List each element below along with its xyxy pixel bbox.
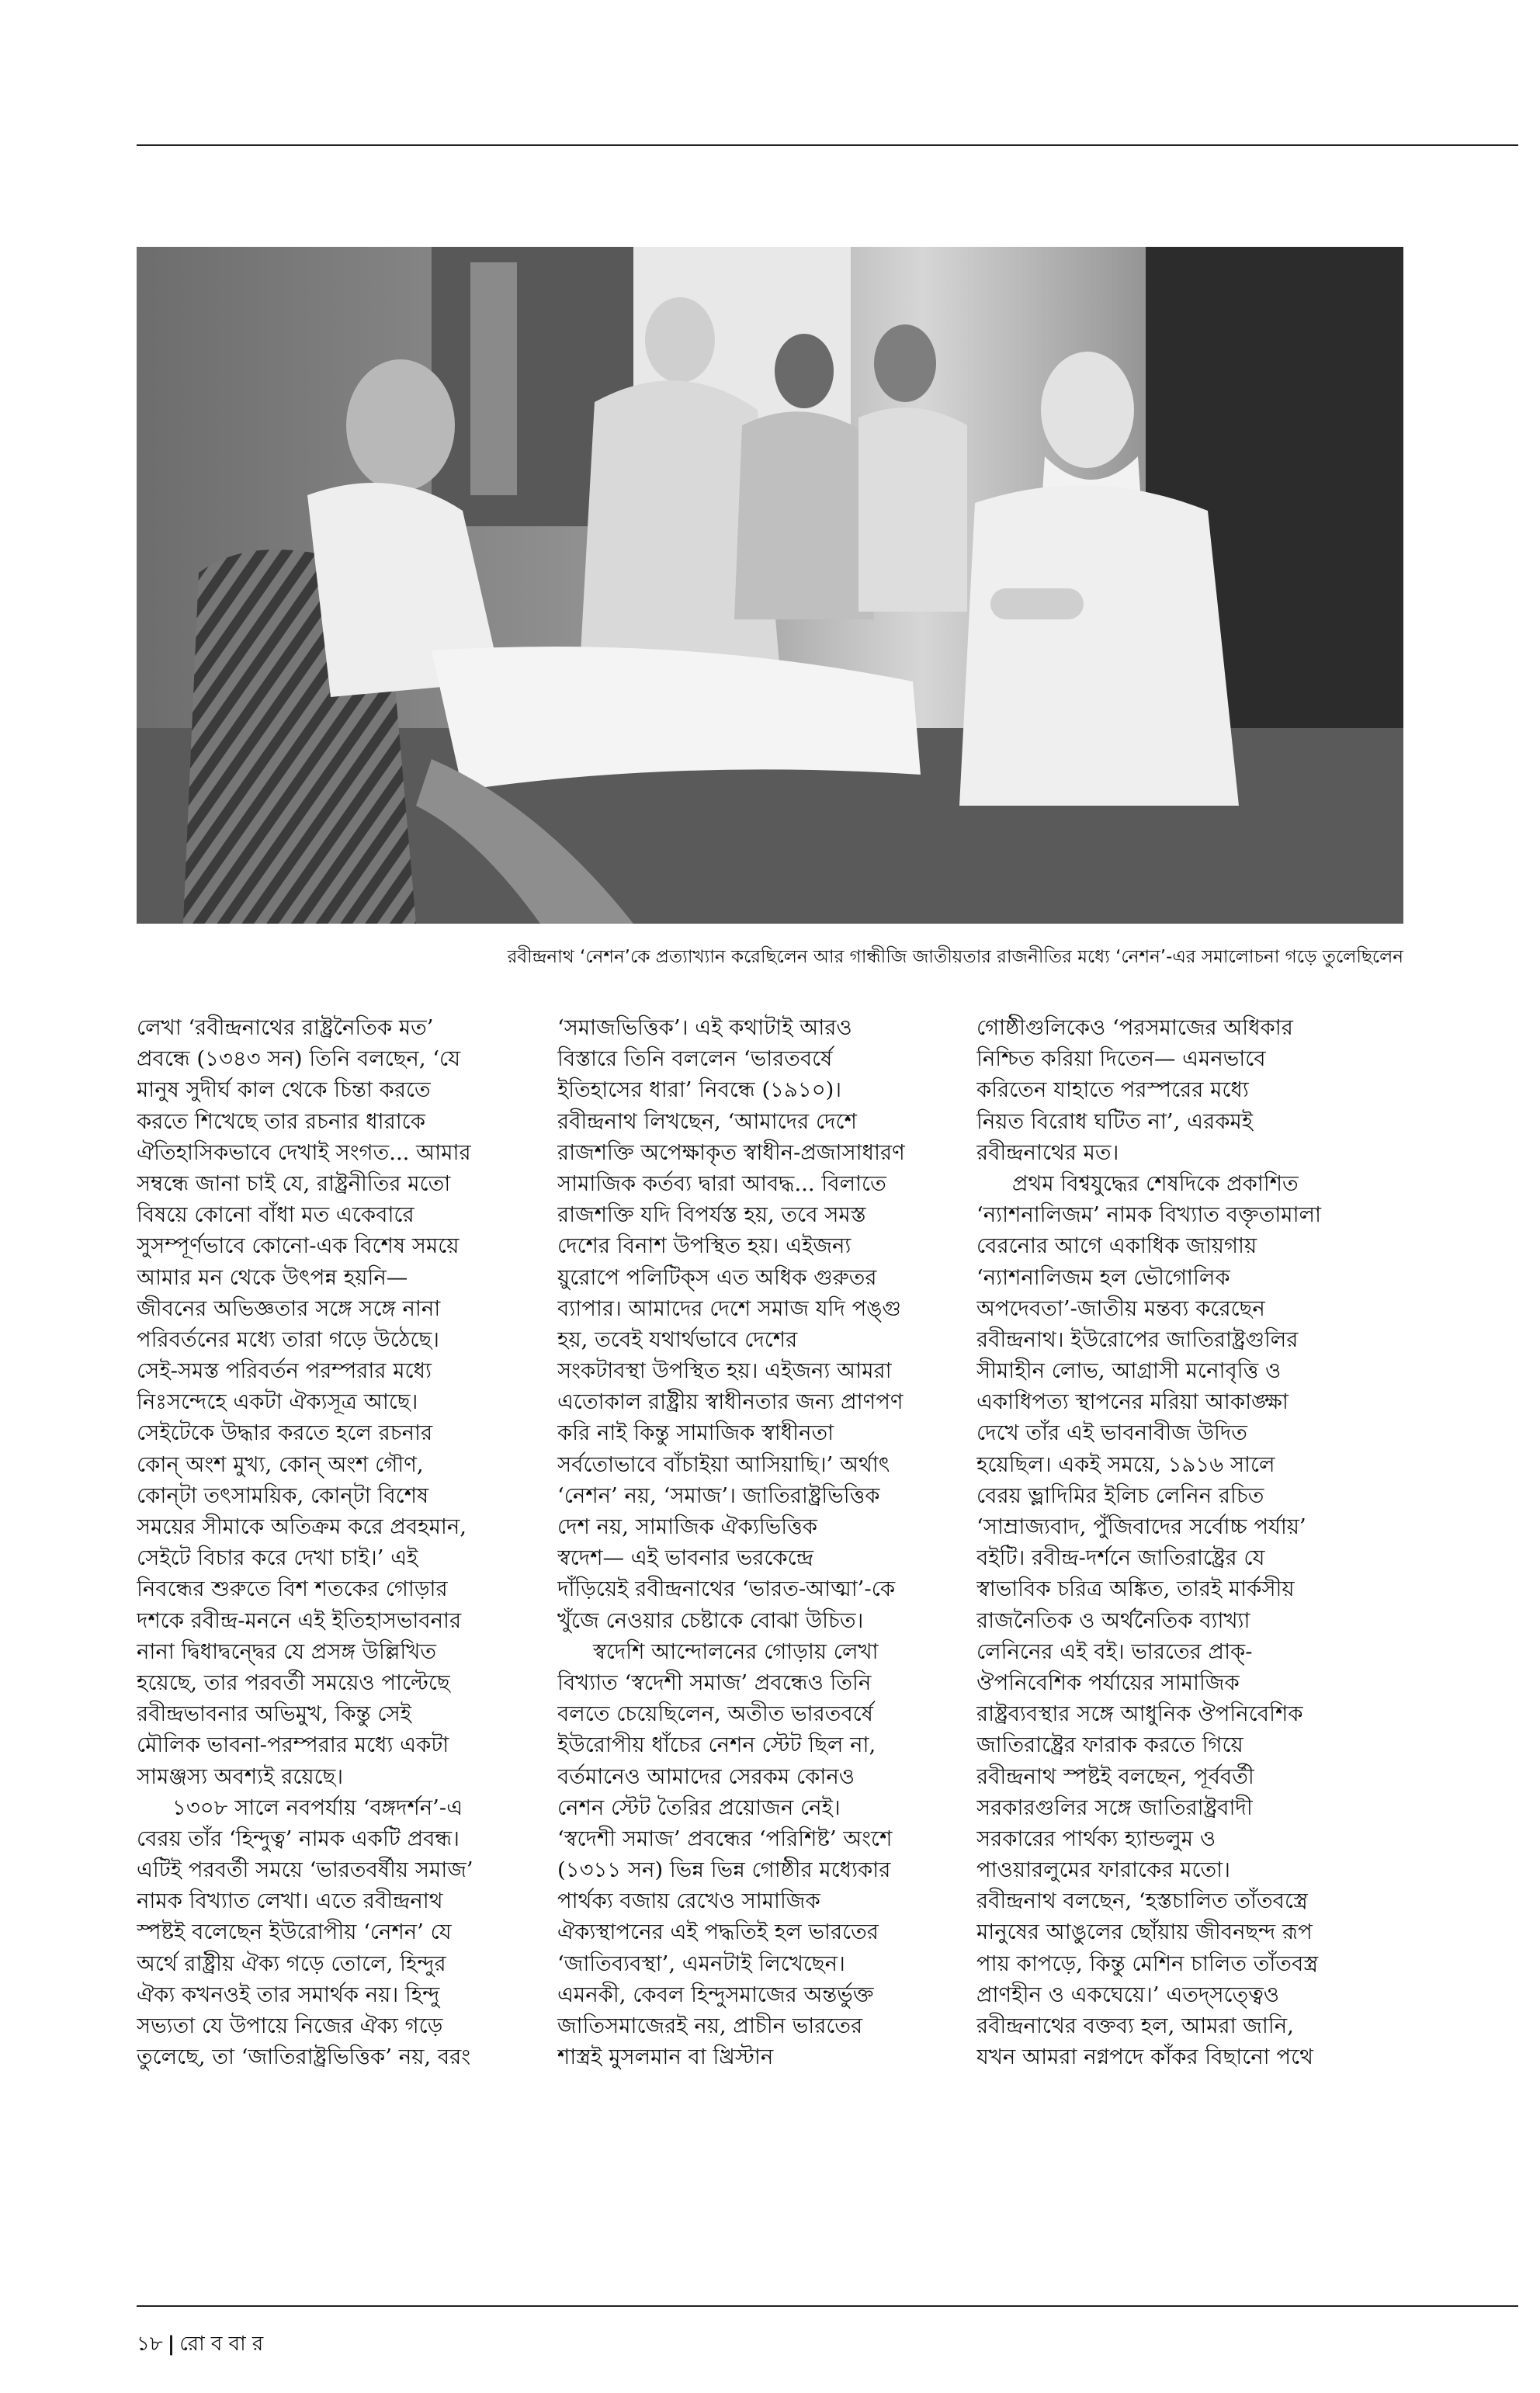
text-line: রবীন্দ্রনাথ। ইউরোপের জাতিরাষ্ট্রগুলির xyxy=(976,1327,1299,1352)
text-line: নানা দ্বিধাদ্বন্দ্বের যে প্রসঙ্গ উল্লিখিত xyxy=(137,1639,436,1664)
publication-name: রো ব বা র xyxy=(179,2332,264,2356)
text-line: স্বাভাবিক চরিত্র অঙ্কিত, তারই মার্কসীয় xyxy=(976,1576,1295,1602)
text-line: প্রাণহীন ও একঘেয়ে।’ এতদ্‌সত্ত্বেও xyxy=(976,1982,1279,2007)
text-line: ঐক্য কখনওই তার সমার্থক নয়। হিন্দু xyxy=(137,1982,440,2007)
text-line: অর্থে রাষ্ট্রীয় ঐক্য গড়ে তোলে, হিন্দুর xyxy=(137,1951,446,1976)
text-line: অপদেবতা’-জাতীয় মন্তব্য করেছেন xyxy=(976,1295,1265,1321)
text-line: নিয়ত বিরোধ ঘটিত না’, এরকমই xyxy=(976,1108,1254,1134)
text-line: ‘সাম্রাজ্যবাদ, পুঁজিবাদের সর্বোচ্চ পর্যায়’ xyxy=(976,1514,1306,1539)
text-column-3 xyxy=(976,1012,1365,2285)
text-column-1 xyxy=(137,1012,525,2285)
text-line: প্রথম বিশ্বযুদ্ধের শেষদিকে প্রকাশিত xyxy=(1012,1170,1299,1196)
text-line: মানুষের আঙুলের ছোঁয়ায় জীবনছন্দ রূপ xyxy=(976,1920,1313,1945)
text-line: বইটি। রবীন্দ্র-দর্শনে জাতিরাষ্ট্রের যে xyxy=(976,1545,1265,1571)
text-line: নেশন স্টেট তৈরির প্রয়োজন নেই। xyxy=(557,1795,841,1820)
text-line: সর্বতোভাবে বাঁচাইয়া আসিয়াছি।’ অর্থাৎ xyxy=(557,1451,890,1477)
text-line: সরকারের পার্থক্য হ্যান্ডলুম ও xyxy=(976,1826,1216,1851)
folio-separator: | xyxy=(167,2332,175,2356)
text-line: নিঃসন্দেহে একটা ঐক্যসূত্র আছে। xyxy=(137,1389,418,1415)
text-line: ‘স্বদেশী সমাজ’ প্রবন্ধের ‘পরিশিষ্ট’ অংশে xyxy=(557,1826,893,1851)
text-line: মৌলিক ভাবনা-পরম্পরার মধ্যে একটা xyxy=(137,1732,449,1758)
text-line: শাস্ত্রই মুসলমান বা খ্রিস্টান xyxy=(557,2044,774,2070)
text-line: সেই-সমস্ত পরিবর্তন পরম্পরার মধ্যে xyxy=(137,1358,432,1384)
text-line: কোন্‌ অংশ মুখ্য, কোন্‌ অংশ গৌণ, xyxy=(137,1451,424,1477)
bottom-rule xyxy=(137,2305,1518,2307)
text-line: ঐক্যস্থাপনের এই পদ্ধতিই হল ভারতের xyxy=(557,1920,879,1945)
text-line: সভ্যতা যে উপায়ে নিজের ঐক্য গড়ে xyxy=(137,2013,443,2038)
text-line: করতে শিখেছে তার রচনার ধারাকে xyxy=(137,1108,425,1134)
text-line: দেশ নয়, সামাজিক ঐক্যভিত্তিক xyxy=(557,1514,817,1539)
photograph xyxy=(137,247,1403,924)
text-column-2 xyxy=(557,1012,945,2285)
text-line: রাজনৈতিক ও অর্থনৈতিক ব্যাখ্যা xyxy=(976,1607,1250,1633)
text-line: দাঁড়িয়েই রবীন্দ্রনাথের ‘ভারত-আত্মা’-কে xyxy=(557,1576,896,1602)
text-line: বেরয় তাঁর ‘হিন্দুত্ব’ নামক একটি প্রবন্ধ। xyxy=(137,1826,460,1851)
text-line: রবীন্দ্রনাথের মত। xyxy=(976,1139,1119,1165)
text-line: এতোকাল রাষ্ট্রীয় স্বাধীনতার জন্য প্রাণপণ xyxy=(557,1389,904,1415)
text-line: করি নাই কিন্তু সামাজিক স্বাধীনতা xyxy=(557,1420,834,1446)
text-line: ‘সমাজভিত্তিক’। এই কথাটাই আরও xyxy=(557,1015,852,1040)
text-line: বেরয় ভ্লাদিমির ইলিচ লেনিন রচিত xyxy=(976,1483,1264,1508)
text-line: এটিই পরবর্তী সময়ে ‘ভারতবর্ষীয় সমাজ’ xyxy=(137,1857,473,1883)
text-line: সংকটাবস্থা উপস্থিত হয়। এইজন্য আমরা xyxy=(557,1358,892,1384)
text-line: রবীন্দ্রভাবনার অভিমুখ, কিন্তু সেই xyxy=(137,1701,411,1727)
text-line: করিতেন যাহাতে পরস্পরের মধ্যে xyxy=(976,1077,1249,1103)
text-line: বর্তমানেও আমাদের সেরকম কোনও xyxy=(557,1764,855,1789)
page-footer xyxy=(137,2329,263,2360)
text-line: ‘জাতিব্যবস্থা’, এমনটাই লিখেছেন। xyxy=(557,1951,845,1976)
text-line: সেইটেকে উদ্ধার করতে হলে রচনার xyxy=(137,1420,433,1446)
text-line: বিখ্যাত ‘স্বদেশী সমাজ’ প্রবন্ধেও তিনি xyxy=(557,1670,872,1695)
page-number: ১৮ xyxy=(137,2332,163,2356)
top-rule xyxy=(137,144,1518,146)
text-line: রবীন্দ্রনাথ স্পষ্টই বলছেন, পূর্ববর্তী xyxy=(976,1764,1254,1789)
text-line: দেশের বিনাশ উপস্থিত হয়। এইজন্য xyxy=(557,1233,852,1259)
text-line: ‘ন্যাশনালিজম’ নামক বিখ্যাত বক্তৃতামালা xyxy=(976,1202,1322,1228)
text-line: নামক বিখ্যাত লেখা। এতে রবীন্দ্রনাথ xyxy=(137,1888,443,1914)
text-line: বেরনোর আগে একাধিক জায়গায় xyxy=(976,1233,1257,1259)
text-line: রাজশক্তি যদি বিপর্যস্ত হয়, তবে সমস্ত xyxy=(557,1202,866,1228)
text-line: দেখে তাঁর এই ভাবনাবীজ উদিত xyxy=(976,1420,1247,1446)
text-line: রাষ্ট্রব্যবস্থার সঙ্গে আধুনিক ঔপনিবেশিক xyxy=(976,1701,1303,1727)
text-line: এমনকী, কেবল হিন্দুসমাজের অন্তর্ভুক্ত xyxy=(557,1982,874,2007)
text-line: লেনিনের এই বই। ভারতের প্রাক্‌- xyxy=(976,1639,1253,1664)
text-line: সেইটে বিচার করে দেখা চাই।’ এই xyxy=(137,1545,418,1571)
text-line: রাজশক্তি অপেক্ষাকৃত স্বাধীন-প্রজাসাধারণ xyxy=(557,1139,905,1165)
text-line: দশকে রবীন্দ্র-মননে এই ইতিহাসভাবনার xyxy=(137,1607,462,1633)
text-line: বিস্তারে তিনি বললেন ‘ভারতবর্ষে xyxy=(557,1046,833,1072)
text-line: ‘নেশন’ নয়, ‘সমাজ’। জাতিরাষ্ট্রভিত্তিক xyxy=(557,1483,880,1508)
text-line: সরকারগুলির সঙ্গে জাতিরাষ্ট্রবাদী xyxy=(976,1795,1253,1820)
text-line: যখন আমরা নগ্নপদে কাঁকর বিছানো পথে xyxy=(976,2044,1313,2070)
text-line: একাধিপত্য স্থাপনের মরিয়া আকাঙ্ক্ষা xyxy=(976,1389,1289,1415)
text-line: সম্বন্ধে জানা চাই যে, রাষ্ট্রনীতির মতো xyxy=(137,1170,451,1196)
text-line: নিবন্ধের শুরুতে বিশ শতকের গোড়ার xyxy=(137,1576,448,1602)
text-line: ইউরোপীয় ধাঁচের নেশন স্টেট ছিল না, xyxy=(557,1732,876,1758)
text-line: প্রবন্ধে (১৩৪৩ সন) তিনি বলছেন, ‘যে xyxy=(137,1046,461,1072)
text-line: স্পষ্টই বলেছেন ইউরোপীয় ‘নেশন’ যে xyxy=(137,1920,452,1945)
photograph-icon xyxy=(137,247,1403,924)
text-line: সামাজিক কর্তব্য দ্বারা আবদ্ধ... বিলাতে xyxy=(557,1170,886,1196)
text-line: ব্যাপার। আমাদের দেশে সমাজ যদি পঙ্গু xyxy=(557,1295,901,1321)
text-line: স্বদেশি আন্দোলনের গোড়ায় লেখা xyxy=(593,1639,879,1664)
text-line: পায় কাপড়ে, কিন্তু মেশিন চালিত তাঁতবস্ত্র xyxy=(976,1951,1319,1976)
text-line: (১৩১১ সন) ভিন্ন ভিন্ন গোষ্ঠীর মধ্যেকার xyxy=(557,1857,891,1883)
text-line: বলতে চেয়েছিলেন, অতীত ভারতবর্ষে xyxy=(557,1701,873,1727)
text-line: হয়েছিল। একই সময়ে, ১৯১৬ সালে xyxy=(976,1451,1275,1477)
text-line: সুসম্পূর্ণভাবে কোনো-এক বিশেষ সময়ে xyxy=(137,1233,460,1259)
text-line: জাতিসমাজেরই নয়, প্রাচীন ভারতের xyxy=(557,2013,863,2038)
text-line: পার্থক্য বজায় রেখেও সামাজিক xyxy=(557,1888,820,1914)
text-line: পরিবর্তনের মধ্যে তারা গড়ে উঠেছে। xyxy=(137,1327,439,1352)
text-line: খুঁজে নেওয়ার চেষ্টাকে বোঝা উচিত। xyxy=(557,1607,864,1633)
text-line: ‘ন্যাশনালিজম হল ভৌগোলিক xyxy=(976,1264,1230,1290)
text-line: জীবনের অভিজ্ঞতার সঙ্গে সঙ্গে নানা xyxy=(137,1295,441,1321)
text-line: ঔপনিবেশিক পর্যায়ের সামাজিক xyxy=(976,1670,1240,1695)
text-line: পাওয়ারলুমের ফারাকের মতো। xyxy=(976,1857,1230,1883)
text-line: ১৩০৮ সালে নবপর্যায় ‘বঙ্গদর্শন’-এ xyxy=(172,1795,463,1820)
text-line: ইতিহাসের ধারা’ নিবন্ধে (১৯১০)। xyxy=(557,1077,842,1103)
text-line: লেখা ‘রবীন্দ্রনাথের রাষ্ট্রনৈতিক মত’ xyxy=(137,1015,434,1040)
text-line: আমার মন থেকে উৎপন্ন হয়নি— xyxy=(137,1264,408,1290)
text-line: মানুষ সুদীর্ঘ কাল থেকে চিন্তা করতে xyxy=(137,1077,431,1103)
text-line: হয়, তবেই যথার্থভাবে দেশের xyxy=(557,1327,798,1352)
text-line: সময়ের সীমাকে অতিক্রম করে প্রবহমান, xyxy=(137,1514,467,1539)
text-line: সামঞ্জস্য অবশ্যই রয়েছে। xyxy=(137,1764,344,1789)
text-line: ঐতিহাসিকভাবে দেখাই সংগত... আমার xyxy=(137,1139,471,1165)
text-line: সীমাহীন লোভ, আগ্রাসী মনোবৃত্তি ও xyxy=(976,1358,1282,1384)
text-line: রবীন্দ্রনাথ লিখছেন, ‘আমাদের দেশে xyxy=(557,1108,857,1134)
text-line: রবীন্দ্রনাথের বক্তব্য হল, আমরা জানি, xyxy=(976,2013,1294,2038)
text-line: তুলেছে, তা ‘জাতিরাষ্ট্রভিত্তিক’ নয়, বরং xyxy=(137,2044,471,2070)
text-line: বিষয়ে কোনো বাঁধা মত একেবারে xyxy=(137,1202,414,1228)
text-line: রবীন্দ্রনাথ বলছেন, ‘হস্তচালিত তাঁতবস্ত্রে xyxy=(976,1888,1308,1914)
text-line: গোষ্ঠীগুলিকেও ‘পরসমাজের অধিকার xyxy=(976,1015,1293,1040)
text-line: স্বদেশ— এই ভাবনার ভরকেন্দ্রে xyxy=(557,1545,813,1571)
text-line: হয়েছে, তার পরবর্তী সময়েও পাল্টেছে xyxy=(137,1670,450,1695)
text-line: কোন্‌টা তৎসাময়িক, কোন্‌টা বিশেষ xyxy=(137,1483,429,1508)
text-line: নিশ্চিত করিয়া দিতেন— এমনভাবে xyxy=(976,1046,1266,1072)
text-line: য়ুরোপে পলিটিক্‌স এত অধিক গুরুতর xyxy=(557,1264,877,1290)
text-line: জাতিরাষ্ট্রের ফারাক করতে গিয়ে xyxy=(976,1732,1243,1758)
photo-caption: রবীন্দ্রনাথ ‘নেশন’কে প্রত্যাখ্যান করেছিলেন আর গান্ধীজি জাতীয়তার রাজনীতির মধ্যে ‘নেশন’-এর সমালোচনা গড়ে তুলেছিলেন xyxy=(507,947,1403,967)
